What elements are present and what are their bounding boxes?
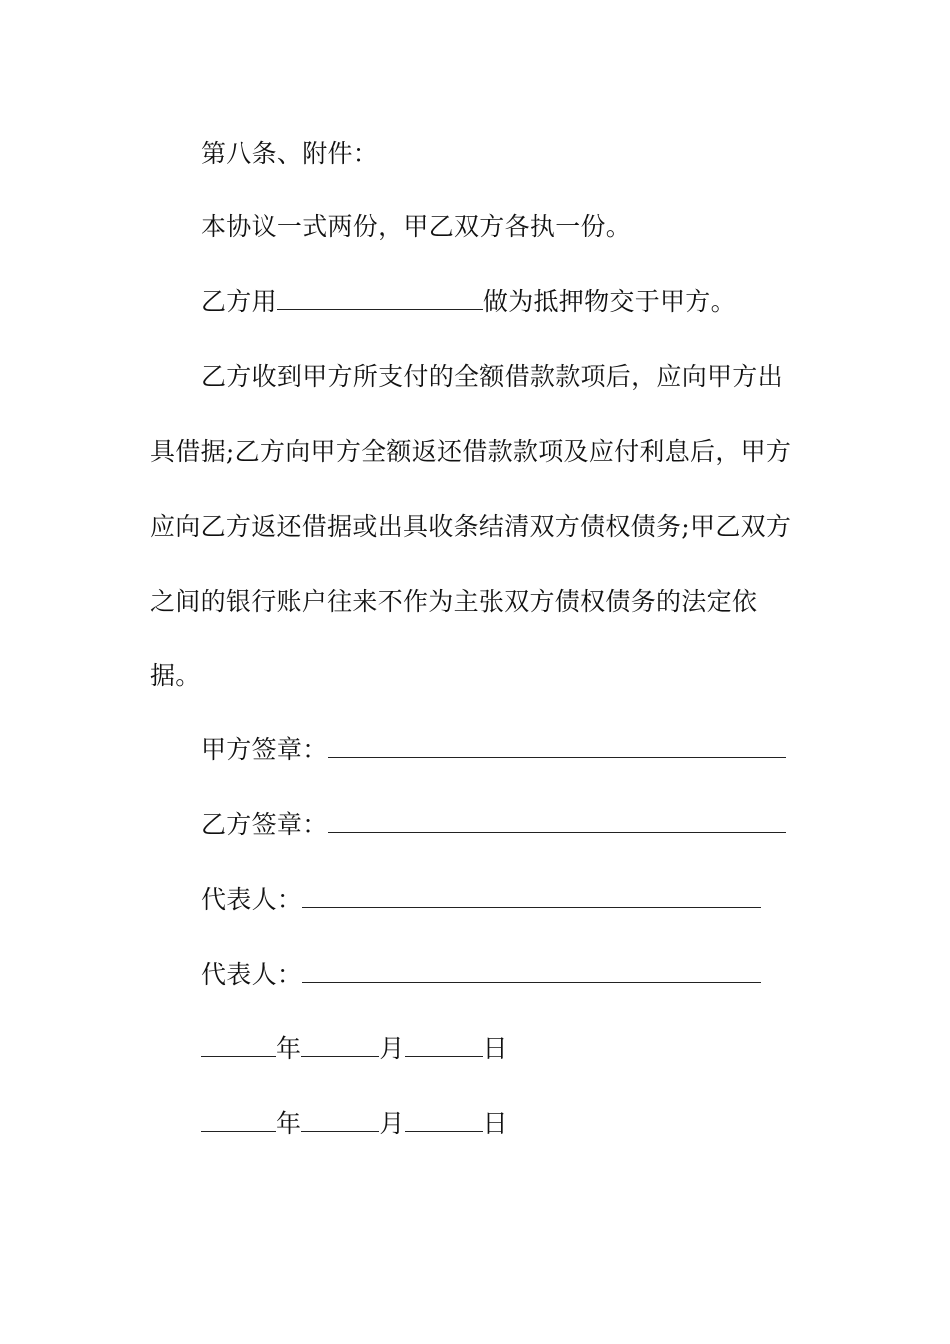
year-blank: [201, 1034, 276, 1057]
representative-2-label: 代表人：: [201, 960, 303, 989]
paragraph-line-4: 之间的银行账户往来不作为主张双方债权债务的法定依: [150, 587, 758, 616]
day-blank: [405, 1109, 483, 1132]
representative-2: [201, 960, 761, 990]
month-label: 月: [379, 1034, 405, 1063]
party-a-signature: [201, 735, 786, 765]
day-blank: [405, 1034, 483, 1057]
month-blank: [301, 1034, 379, 1057]
month-label: 月: [379, 1109, 405, 1138]
party-b-label: 乙方签章：: [201, 810, 328, 839]
representative-1-label: 代表人：: [201, 885, 303, 914]
date-line-2: [201, 1109, 508, 1139]
month-blank: [301, 1109, 379, 1132]
collateral-prefix: 乙方用: [201, 287, 277, 316]
article-heading: 第八条、附件：: [201, 139, 379, 168]
paragraph-line-2: 具借据;乙方向甲方全额返还借款款项及应付利息后，甲方: [150, 437, 792, 466]
paragraph-line-1: 乙方收到甲方所支付的全额借款款项后，应向甲方出: [201, 362, 783, 391]
party-a-blank: [328, 735, 786, 758]
year-blank: [201, 1109, 276, 1132]
party-b-signature: [201, 810, 786, 840]
collateral-blank: [277, 287, 483, 310]
paragraph-copies: 本协议一式两份，甲乙双方各执一份。: [201, 212, 632, 241]
collateral-suffix: 做为抵押物交于甲方。: [482, 287, 736, 316]
representative-2-blank: [302, 960, 761, 983]
representative-1: [201, 885, 761, 915]
year-label: 年: [276, 1034, 302, 1063]
paragraph-collateral: [201, 287, 736, 317]
paragraph-line-5: 据。: [150, 661, 201, 690]
party-a-label: 甲方签章：: [201, 735, 328, 764]
day-label: 日: [482, 1109, 508, 1138]
paragraph-line-3: 应向乙方返还借据或出具收条结清双方债权债务;甲乙双方: [150, 512, 792, 541]
year-label: 年: [276, 1109, 302, 1138]
day-label: 日: [482, 1034, 508, 1063]
date-line-1: [201, 1034, 508, 1064]
representative-1-blank: [302, 885, 761, 908]
party-b-blank: [328, 810, 786, 833]
